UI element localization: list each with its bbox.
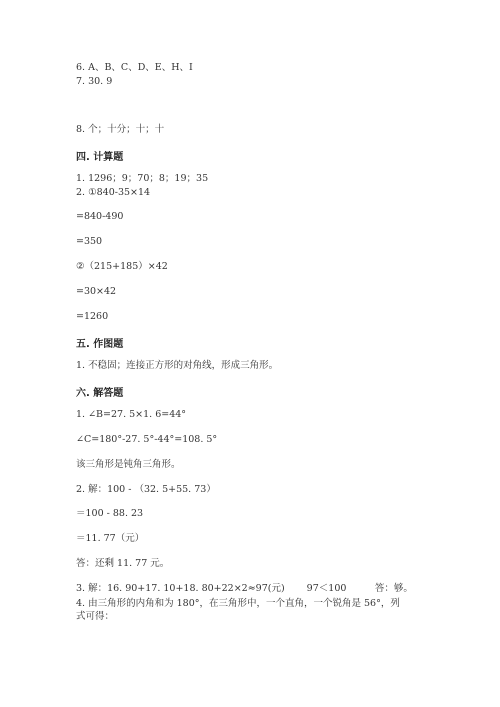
answer-8: 8. 个；十分；十；十 <box>76 124 165 135</box>
solution-2-line-3: ＝11. 77（元） <box>76 533 145 544</box>
solution-2-line-1: 2. 解：100 - （32. 5+55. 73） <box>76 484 216 495</box>
calc-2: 2. ①840-35×14 <box>76 187 151 198</box>
section-6-title: 六. 解答题 <box>76 388 124 399</box>
solution-2-answer: 答：还剩 11. 77 元。 <box>76 558 170 569</box>
solution-4-line-2: 式可得： <box>76 611 115 622</box>
calc-2-step-2: =350 <box>76 236 103 247</box>
section-5-title: 五. 作图题 <box>76 339 124 350</box>
calc-2b-step-1: =30×42 <box>76 286 117 297</box>
drawing-1: 1. 不稳固；连接正方形的对角线，形成三角形。 <box>76 360 279 371</box>
calc-2b-step-2: =1260 <box>76 311 109 322</box>
solution-1-line-2: ∠C=180°-27. 5°-44°=108. 5° <box>76 434 218 445</box>
solution-1-line-1: 1. ∠B=27. 5×1. 6=44° <box>76 409 187 420</box>
calc-2-step-1: =840-490 <box>76 211 124 222</box>
section-4-title: 四. 计算题 <box>76 152 124 163</box>
solution-2-line-2: ＝100 - 88. 23 <box>76 508 144 519</box>
solution-3: 3. 解：16. 90+17. 10+18. 80+22×2≈97(元) 97＜100 答：够。 <box>76 583 413 594</box>
answer-7: 7. 30. 9 <box>76 76 113 87</box>
answer-6: 6. A、B、C、D、E、H、I <box>76 62 193 73</box>
solution-1-line-3: 该三角形是钝角三角形。 <box>76 459 181 470</box>
calc-2b: ②（215+185）×42 <box>76 261 168 272</box>
solution-4-line-1: 4. 由三角形的内角和为 180°，在三角形中，一个直角，一个锐角是 56°，列 <box>76 598 400 609</box>
calc-1: 1. 1296；9；70；8；19；35 <box>76 173 209 184</box>
